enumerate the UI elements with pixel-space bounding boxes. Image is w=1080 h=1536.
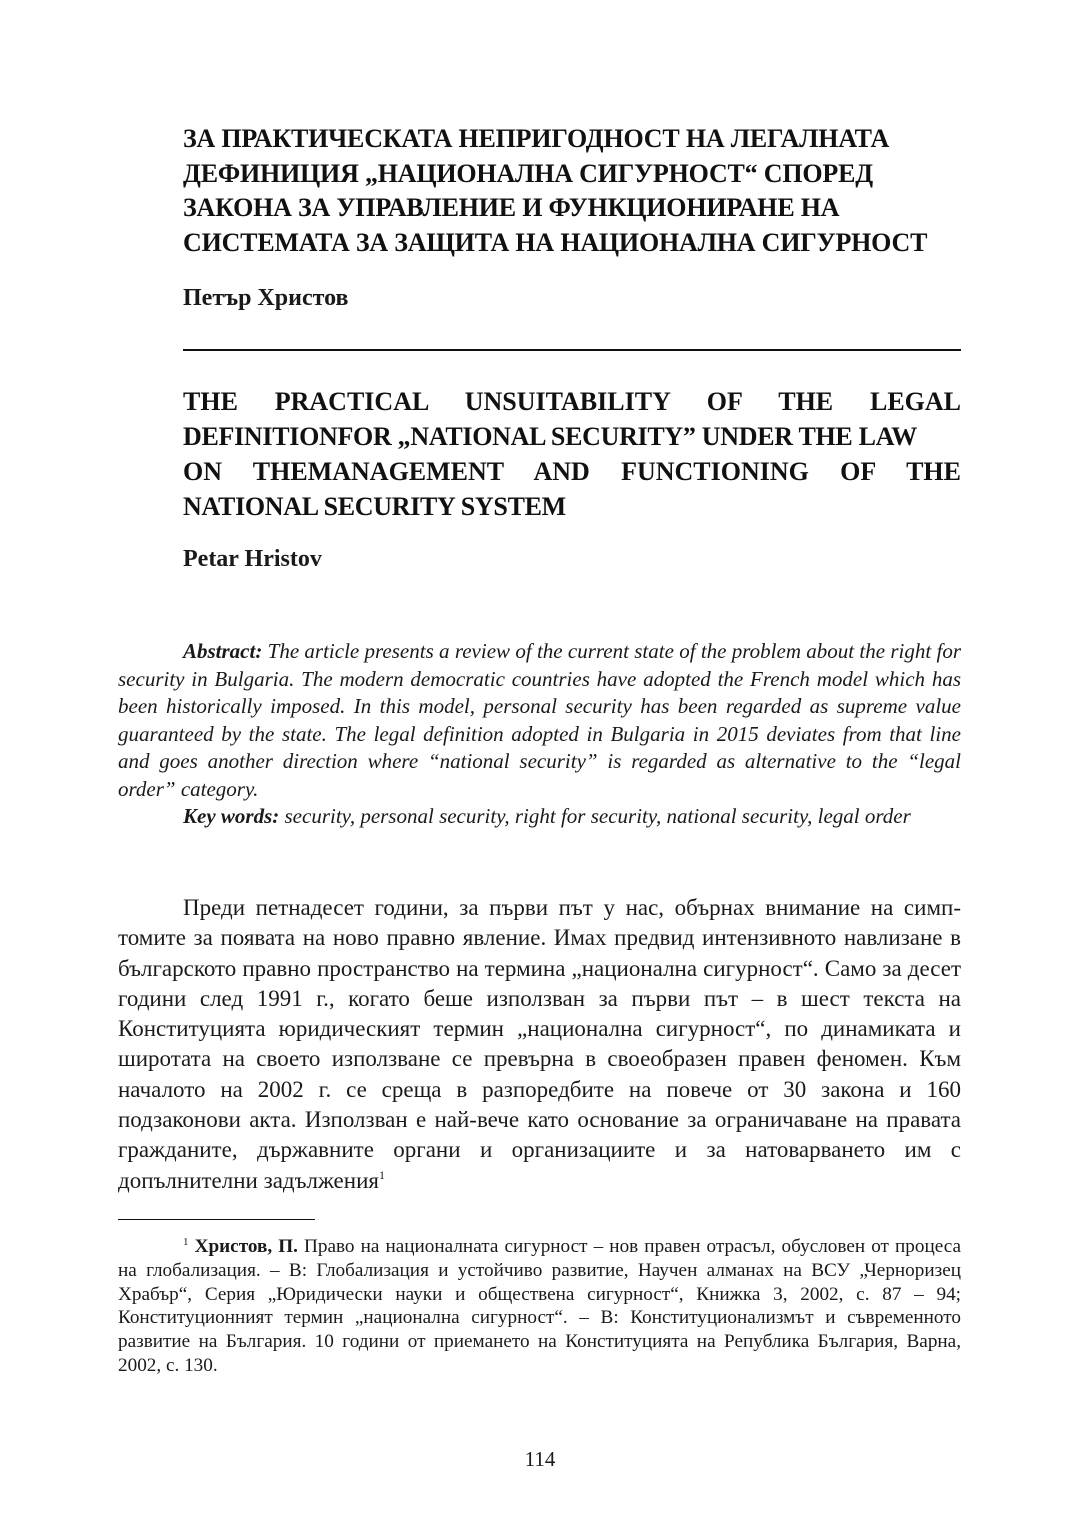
abstract-label: Abstract: — [183, 639, 263, 663]
footnote — [118, 1235, 961, 1378]
keywords-text: security, personal security, right for security, national security, legal order — [279, 804, 911, 828]
abstract-section — [118, 638, 961, 831]
footnote-number: 1 — [183, 1236, 189, 1248]
title-english-line: ON THEMANAGEMENT AND FUNCTIONING OF THE — [183, 457, 961, 486]
keywords-label: Key words: — [183, 804, 280, 828]
author-bulgarian: Петър Христов — [183, 285, 349, 311]
title-english-line: THE PRACTICAL UNSUITABILITY OF THE LEGAL — [183, 387, 961, 416]
body-paragraph-text: Преди петнадесет години, за първи път у нас, обърнах внимание на симптомите за появата на ново правно явление. Имах предвид интензивното навлизане в българското правно пространство на термина „национална сигурност“. Само за десет години след 1991 г., когато беше използван за първи път – в шест текста на Конституцията юридическият термин „национална сигурност“, по динамиката и широтата на своето използване се превърна в своеобразен правен феномен. Към началото на 2002 г. се среща в разпоредбите на повече от 30 закона и 160 подзаконови акта. Използван е най-вече като основание за ограничаване на правата гражданите, държавните органи и организациите и за натоварването им с допълнителни задължения — [118, 895, 961, 1193]
footnote-separator-rule — [118, 1219, 315, 1220]
abstract-paragraph — [118, 638, 961, 803]
footnote-reference[interactable]: 1 — [378, 1167, 385, 1182]
page-number: 114 — [524, 1447, 556, 1471]
author-english: Petar Hristov — [183, 546, 322, 572]
title-english — [183, 384, 961, 524]
abstract-text: The article presents a review of the current state of the problem about the right for security in Bulgaria. The modern democratic countries have adopted the French model which has been historically imposed. In this model, personal security has been regarded as supreme value guaranteed by the state. The legal definition adopted in Bulgaria in 2015 deviates from that line and goes another direction where “national security” is regarded as alternative to the “legal order” category. — [118, 639, 961, 801]
title-english-line: NATIONAL SECURITY SYSTEM — [183, 492, 566, 521]
title-bulgarian: ЗА ПРАКТИЧЕСКАТА НЕПРИГОДНОСТ НА ЛЕГАЛНАТА ДЕФИНИЦИЯ „НАЦИОНАЛНА СИГУРНОСТ“ СПОРЕД ЗАКОНА ЗА УПРАВЛЕНИЕ И ФУНКЦИОНИРАНЕ НА СИСТЕМАТА ЗА ЗАЩИТА НА НАЦИОНАЛНА СИГУРНОСТ — [183, 124, 928, 257]
title-english-line: DEFINITIONFOR „NATIONAL SECURITY” UNDER THE LAW — [183, 422, 918, 451]
footnote-text: Право на националната сигурност – нов правен отрасъл, обусловен от процеса на глобализация. – В: Глобализация и устойчиво развитие, Научен алманах на ВСУ „Черноризец Храбър“, Серия „Юридически науки и обществена сигурност“, Книжка 3, 2002, с. 87 – 94; Конституционният термин „национална сигурност“. – В: Конституционализмът и съвременното развитие на България. 10 години от приемането на Конституцията на Република България, Варна, 2002, с. 130. — [118, 1236, 961, 1376]
body-paragraph — [118, 893, 961, 1196]
footnote-author: Христов, П. — [194, 1236, 298, 1257]
keywords-paragraph — [118, 803, 961, 831]
title-separator-rule — [183, 349, 961, 351]
